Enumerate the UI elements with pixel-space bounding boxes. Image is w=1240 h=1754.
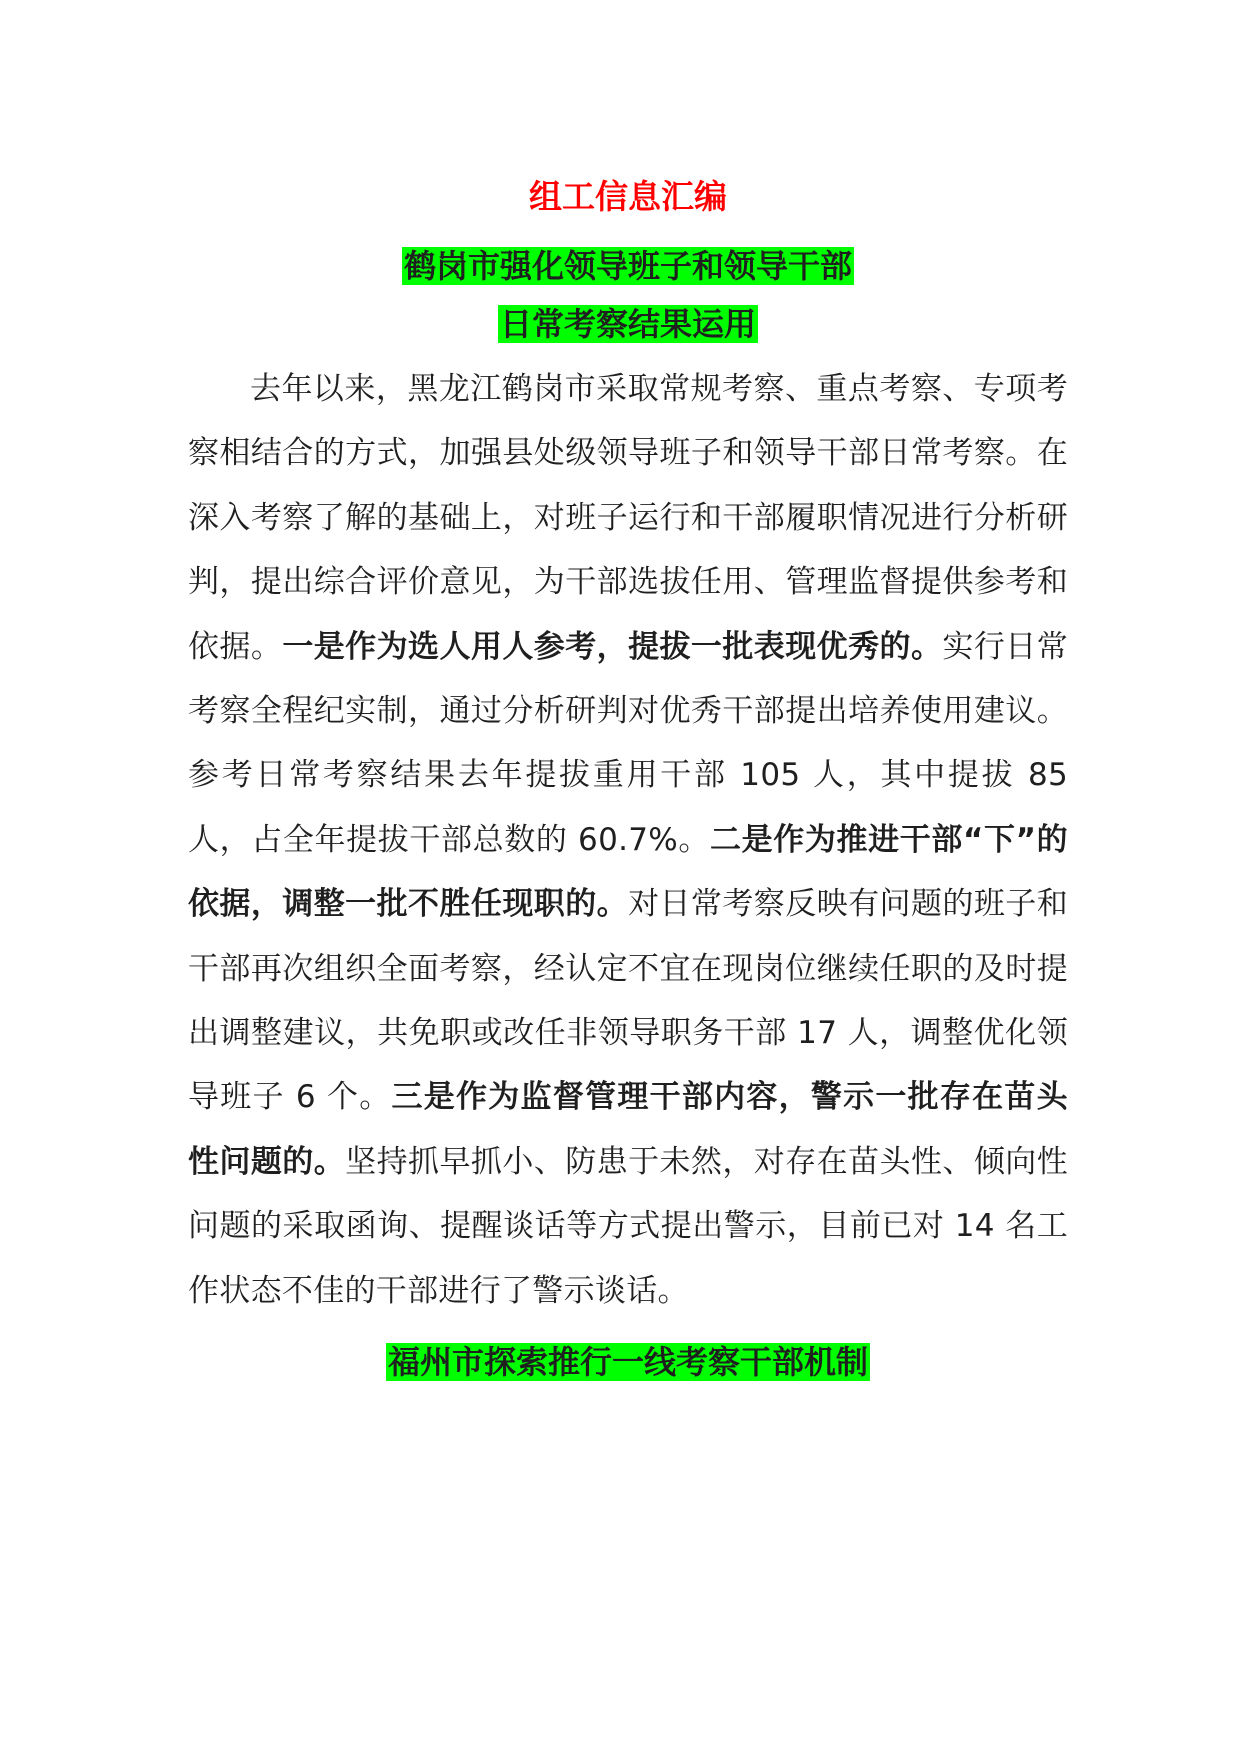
article-headline	[188, 295, 1068, 353]
article-hegang	[188, 237, 1068, 1323]
point-2-heading: 二是作为推进干部“下”的依据，调整一批不胜任现职的。	[188, 821, 1068, 923]
headline-line-1: 鹤岗市强化领导班子和领导干部	[403, 247, 852, 285]
point-3-heading: 三是作为监督管理干部内容，警示一批存在苗头性问题的。	[188, 1079, 1068, 1180]
article-fuzhou	[188, 1333, 1068, 1391]
document-page	[188, 172, 1068, 1391]
headline-fuzhou: 福州市探索推行一线考察干部机制	[387, 1343, 868, 1382]
point-2-text: 对日常考察反映有问题的班子和干部再次组织全面考察，经认定不宜在现岗位继续任职的及时提出调整建议，共免职或改任非领导职务干部 17 人，调整优化领导班子 6 个。	[188, 886, 1068, 1116]
article-headline	[188, 1333, 1068, 1391]
article-body	[188, 353, 1068, 1323]
point-1-text: 实行日常考察全程纪实制，通过分析研判对优秀干部提出培养使用建议。参考日常考察结果去年提拔重用干部 105 人，其中提拔 85 人，占全年提拔干部总数的 60.7%。	[188, 628, 1069, 858]
point-3-text: 坚持抓早抓小、防患于未然，对存在苗头性、倾向性问题的采取函询、提醒谈话等方式提出警示，目前已对 14 名工作状态不佳的干部进行了警示谈话。	[188, 1143, 1068, 1309]
point-1-heading: 一是作为选人用人参考，提拔一批表现优秀的。	[282, 628, 943, 665]
headline-line-2: 日常考察结果运用	[499, 305, 756, 343]
intro-text: 去年以来，黑龙江鹤岗市采取常规考察、重点考察、专项考察相结合的方式，加强县处级领导班子和领导干部日常考察。在深入考察了解的基础上，对班子运行和干部履职情况进行分析研判，提出综合评价意见，为干部选拔任用、管理监督提供参考和依据。	[188, 371, 1068, 665]
article-headline	[188, 237, 1068, 295]
document-title: 组工信息汇编	[529, 177, 727, 216]
